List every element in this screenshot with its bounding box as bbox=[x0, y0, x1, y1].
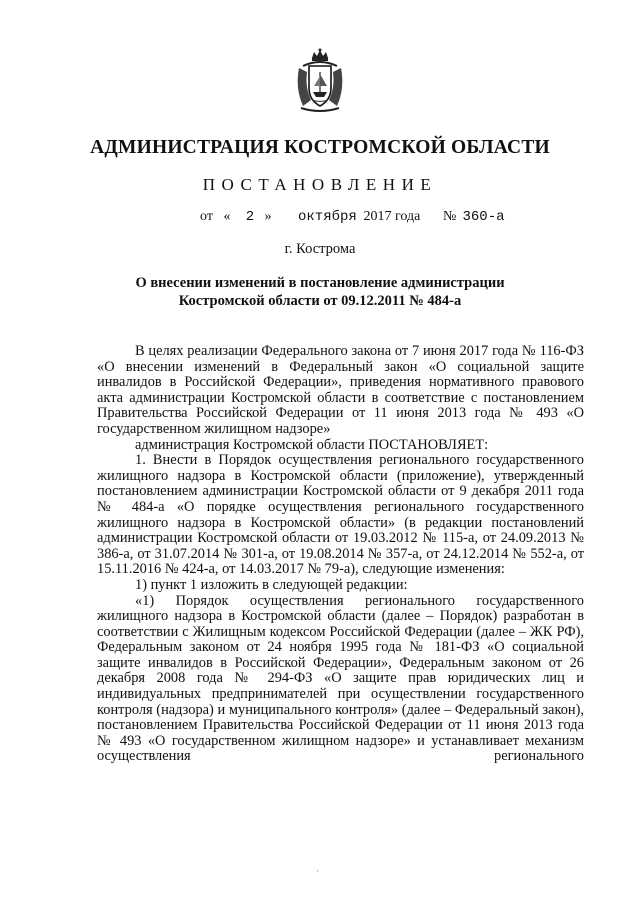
open-quote: « bbox=[223, 209, 231, 224]
subject-line-2: Костромской области от 09.12.2011 № 484-а bbox=[178, 293, 462, 309]
document-body bbox=[97, 344, 584, 765]
scan-speck: · bbox=[316, 866, 319, 876]
document-type: ПОСТАНОВЛЕНИЕ bbox=[202, 175, 438, 194]
subject-line-1: О внесении изменений в постановление администрации bbox=[135, 275, 505, 291]
coat-of-arms-emblem bbox=[293, 48, 347, 114]
subitem-1-paragraph: 1) пункт 1 изложить в следующей редакции: bbox=[135, 576, 408, 593]
close-quote: » bbox=[264, 209, 272, 224]
number-label: № bbox=[443, 209, 457, 224]
agency-name: АДМИНИСТРАЦИЯ КОСТРОМСКОЙ ОБЛАСТИ bbox=[90, 137, 550, 158]
from-label: от bbox=[200, 209, 213, 224]
preamble-paragraph: В целях реализации Федерального закона от 7 июня 2017 года № 116-ФЗ «О внесении изменений в Федеральный закон «О социальной защите инвалидов в Российской Федерации», приведения нормативного правового акта администрации Костромской области в соответствие с постановлением Правительства Российской Федерации от 11 июня 2013 года № 493 «О государственном жилищном надзоре» bbox=[97, 343, 584, 437]
month-value: октября bbox=[298, 209, 357, 225]
resolves-paragraph: администрация Костромской области ПОСТАНОВЛЯЕТ: bbox=[135, 436, 489, 453]
day-value: 2 bbox=[245, 209, 255, 225]
city-line: г. Кострома bbox=[284, 241, 356, 257]
item-1-paragraph: 1. Внести в Порядок осуществления регионального государственного жилищного надзора в Костромской области (приложение), утвержденный постановлением администрации Костромской области от 9 декабря 2011 года № 484-а «О порядке осуществления регионального государственного жилищного надзора в Костромской области» (в редакции постановлений администрации Костромской области от 19.03.2012 № 115-а, от 24.09.2013 № 386-а, от 31.07.2014 № 301-а, от 19.08.2014 № 357-а, от 24.12.2014 № 552-а, от 15.11.2016 № 424-а, от 14.03.2017 № 79-а), следующие изменения: bbox=[97, 452, 584, 578]
year-text: 2017 года bbox=[363, 209, 421, 224]
new-wording-paragraph: «1) Порядок осуществления регионального государственного жилищного надзора в Костромской области (далее – Порядок) разработан в соответствии с Жилищным кодексом Российской Федерации (далее – ЖК РФ), Федеральным законом от 24 ноября 1995 года № 181-ФЗ «О социальной защите инвалидов в Российской Федерации», Федеральным законом от 26 декабря 2008 года № 294-ФЗ «О защите прав юридических лиц и индивидуальных предпринимателей при осуществлении государственного контроля (надзора) и муниципального контроля» (далее – Федеральный закон), постановлением Правительства Российской Федерации от 11 июня 2013 года № 493 «О государственном жилищном надзоре» и устанавливает механизм осуществления регионального bbox=[97, 592, 584, 765]
document-number: 360-а bbox=[462, 209, 505, 225]
date-number-line bbox=[200, 209, 580, 225]
document-subject bbox=[120, 274, 520, 310]
